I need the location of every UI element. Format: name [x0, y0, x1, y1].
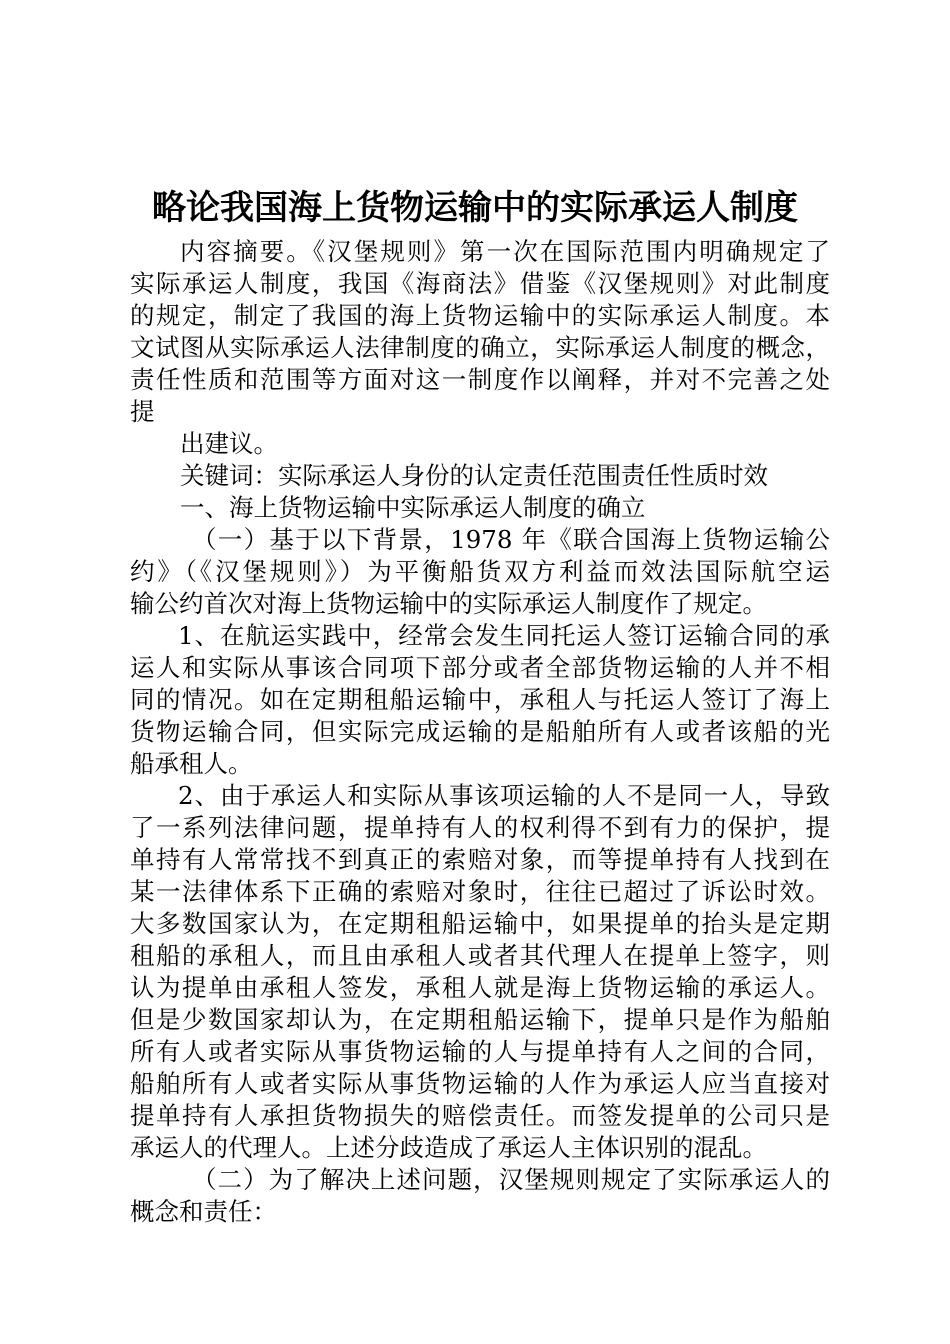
text-line: 船承租人。 [130, 749, 253, 778]
text-line: 的规定，制定了我国的海上货物运输中的实际承运人制度。本 [130, 301, 830, 330]
text-line: 认为提单由承租人签发，承租人就是海上货物运输的承运人。 [130, 973, 830, 1002]
text-line: 但是少数国家却认为，在定期租船运输下，提单只是作为船舶 [130, 1005, 830, 1034]
text-line: 大多数国家认为，在定期租船运输中，如果提单的抬头是定期 [130, 909, 830, 938]
text-line: 出建议。 [180, 429, 278, 458]
text-line: 概念和责任： [130, 1197, 277, 1226]
text-line: 所有人或者实际从事货物运输的人与提单持有人之间的合同， [130, 1037, 830, 1066]
text-line: 了一系列法律问题，提单持有人的权利得不到有力的保护，提 [130, 813, 830, 842]
text-line: （二）为了解决上述问题，汉堡规则规定了实际承运人的 [192, 1165, 830, 1194]
text-line: 某一法律体系下正确的索赔对象时，往往已超过了诉讼时效。 [130, 877, 830, 906]
text-line: 文试图从实际承运人法律制度的确立，实际承运人制度的概念， [130, 333, 830, 362]
text-line: 租船的承租人，而且由承租人或者其代理人在提单上签字，则 [130, 941, 830, 970]
text-line: 承运人的代理人。上述分歧造成了承运人主体识别的混乱。 [130, 1133, 767, 1162]
section-heading: 一、海上货物运输中实际承运人制度的确立 [180, 493, 646, 522]
text-line: 提 [130, 397, 155, 426]
text-line: 同的情况。如在定期租船运输中，承租人与托运人签订了海上 [130, 685, 830, 714]
text-line: 输公约首次对海上货物运输中的实际承运人制度作了规定。 [130, 589, 767, 618]
text-line: 单持有人常常找不到真正的索赔对象，而等提单持有人找到在 [130, 845, 830, 874]
text-line: 实际承运人制度，我国《海商法》借鉴《汉堡规则》对此制度 [130, 269, 830, 298]
text-line: 约》（《汉堡规则》）为平衡船货双方利益而效法国际航空运 [130, 557, 830, 586]
text-line: 货物运输合同，但实际完成运输的是船舶所有人或者该船的光 [130, 717, 830, 746]
text-line: 提单持有人承担货物损失的赔偿责任。而签发提单的公司只是 [130, 1101, 830, 1130]
text-line: 内容摘要。《汉堡规则》第一次在国际范围内明确规定了 [180, 237, 830, 266]
text-line: （一）基于以下背景，1978 年《联合国海上货物运输公 [192, 525, 830, 554]
document-body [130, 236, 830, 1228]
text-line: 责任性质和范围等方面对这一制度作以阐释，并对不完善之处 [130, 365, 830, 394]
document-title: 略论我国海上货物运输中的实际承运人制度 [152, 188, 798, 228]
text-line: 关键词：实际承运人身份的认定责任范围责任性质时效 [180, 461, 768, 490]
text-line: 运人和实际从事该合同项下部分或者全部货物运输的人并不相 [130, 653, 830, 682]
text-line: 1、在航运实践中，经常会发生同托运人签订运输合同的承 [178, 621, 830, 650]
text-line: 2、由于承运人和实际从事该项运输的人不是同一人，导致 [178, 781, 830, 810]
text-line: 船舶所有人或者实际从事货物运输的人作为承运人应当直接对 [130, 1069, 830, 1098]
